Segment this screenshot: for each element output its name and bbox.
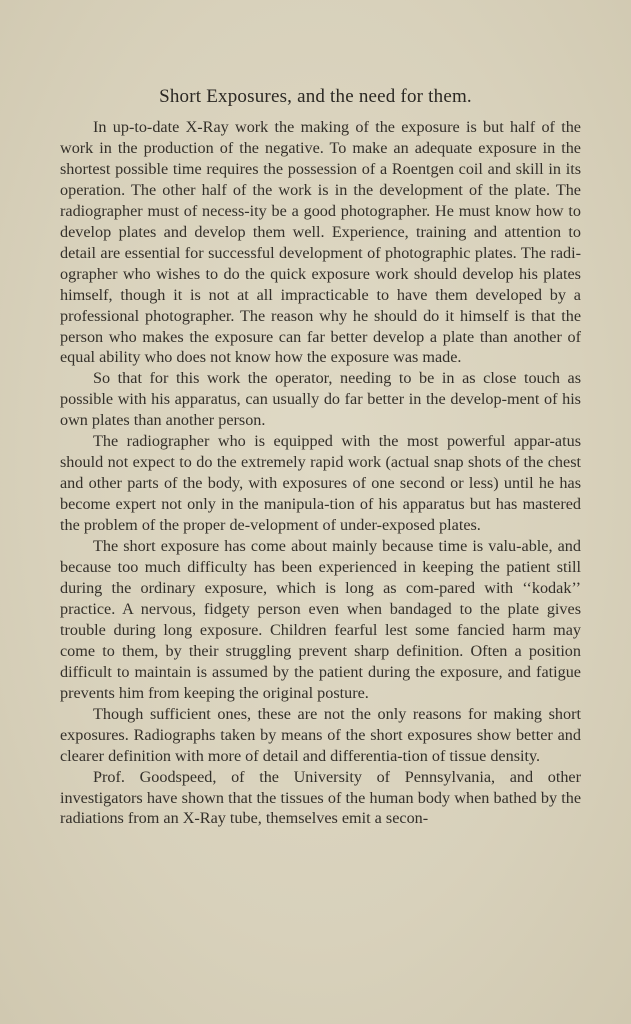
paragraph-1: In up-to-date X-Ray work the making of the exposure is but half of the work in the production of the negative. To make an adequate exposure in the shortest possible time requires the possession of a Roentgen coil and skill in its operation. The other half of the work is in the development of the plate. The radiographer must of necess-ity be a good photographer. He must know how to develop plates and develop them well. Experience, training and attention to detail are essential for successful development of photographic plates. The radi-ographer who wishes to do the quick exposure work should develop his plates himself, though it is not at all impracticable to have them developed by a professional photographer. The reason why he should do it himself is that the person who makes the exposure can far better develop a plate than another of equal ability who does not know how the exposure was made. bbox=[60, 118, 581, 367]
page-title: Short Exposures, and the need for them. bbox=[159, 86, 472, 107]
paragraph-5: Though sufficient ones, these are not the only reasons for making short exposures. Radiographs taken by means of the short exposures show better and clearer definition with more of detail and differentia-tion of tissue density. bbox=[60, 704, 581, 765]
body-text bbox=[60, 117, 581, 829]
paragraph-3: The radiographer who is equipped with the most powerful appar-atus should not expect to do the extremely rapid work (actual snap shots of the chest and other parts of the body, with exposures of one second or less) until he has become expert not only in the manipula-tion of his apparatus but has mastered the problem of the proper de-velopment of under-exposed plates. bbox=[60, 432, 581, 535]
paragraph-6: Prof. Goodspeed, of the University of Pennsylvania, and other investigators have shown that the tissues of the human body when bathed by the radiations from an X-Ray tube, themselves emit a secon- bbox=[60, 767, 581, 828]
paragraph-2: So that for this work the operator, needing to be in as close touch as possible with his apparatus, can usually do far better in the develop-ment of his own plates than another person. bbox=[60, 369, 581, 430]
paragraph-4: The short exposure has come about mainly because time is valu-able, and because too much difficulty has been experienced in keeping the patient still during the ordinary exposure, which is long as com-pared with ‘‘kodak’’ practice. A nervous, fidgety person even when bandaged to the plate gives trouble during long exposure. Children fearful lest some fancied harm may come to them, by their struggling prevent sharp definition. Often a position difficult to maintain is assumed by the patient during the exposure, and fatigue prevents him from keeping the original posture. bbox=[60, 537, 581, 702]
